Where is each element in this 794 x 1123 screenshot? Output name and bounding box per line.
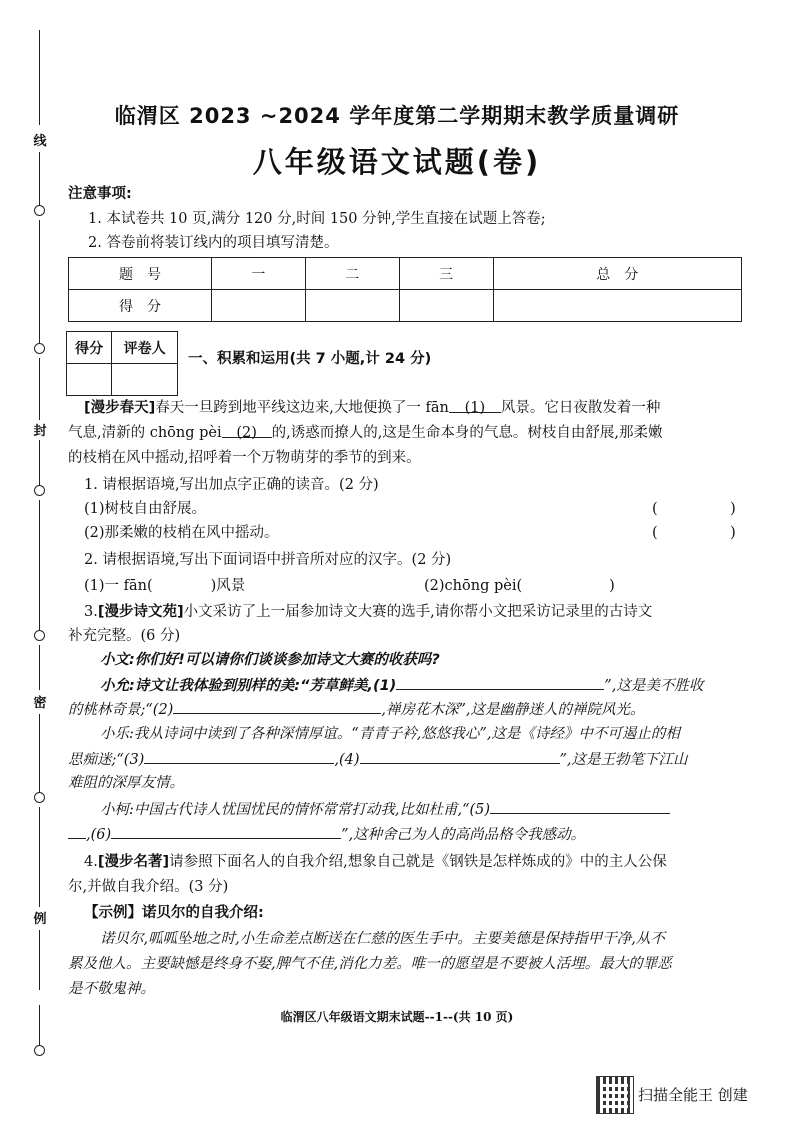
- question-item[interactable]: (1)一 fān( )风景: [84, 578, 246, 594]
- score-input[interactable]: [305, 290, 399, 322]
- dialogue-line: 的桃林奇景;“(2) ,禅房花木深”,这是幽静迷人的禅院风光。: [68, 697, 644, 722]
- binding-hole: [34, 792, 45, 803]
- question-item[interactable]: (2)chōng pèi( ): [424, 578, 615, 594]
- binding-hole: [34, 485, 45, 496]
- binding-hole: [34, 1045, 45, 1056]
- grader-input[interactable]: [112, 364, 178, 396]
- answer-blank[interactable]: [360, 747, 560, 764]
- exam-title: 临渭区 2023 ~2024 学年度第二学期期末教学质量调研: [114, 104, 680, 128]
- example-heading: 【示例】诺贝尔的自我介绍:: [84, 905, 264, 921]
- example-line: 是不敬鬼神。: [68, 981, 155, 997]
- binding-margin: [30, 30, 50, 1070]
- section-title: 一、积累和运用(共 7 小题,计 24 分): [188, 351, 432, 367]
- answer-blank[interactable]: [68, 822, 86, 839]
- binding-hole: [34, 630, 45, 641]
- score-cell: 题 号: [69, 258, 212, 290]
- answer-blank[interactable]: [396, 673, 604, 690]
- dialogue-line: 小文:你们好!可以请你们谈谈参加诗文大赛的收获吗?: [100, 652, 440, 668]
- score-cell: 一: [212, 258, 306, 290]
- grader-cell: 得分: [67, 332, 112, 364]
- score-cell: 得 分: [69, 290, 212, 322]
- notes-item: 1. 本试卷共 10 页,满分 120 分,时间 150 分钟,学生直接在试题上答卷;: [88, 211, 546, 227]
- binding-hole: [34, 205, 45, 216]
- answer-blank[interactable]: [144, 747, 334, 764]
- binding-char: 例: [32, 908, 48, 927]
- passage-line: 气息,清新的 chōng pèi (2) 的,诱惑而撩人的,这是生命本身的气息。树枝自由舒展,那柔嫩: [68, 421, 662, 445]
- answer-blank[interactable]: [111, 822, 341, 839]
- question-item: (2)那柔嫩的枝梢在风中摇动。: [84, 525, 279, 541]
- question-stem: 补充完整。(6 分): [68, 628, 181, 644]
- question-item: (1)树枝自由舒展。: [84, 501, 207, 517]
- question-stem: 1. 请根据语境,写出加点字正确的读音。(2 分): [84, 477, 379, 493]
- passage-line: 的枝梢在风中摇动,招呼着一个万物萌芽的季节的到来。: [68, 450, 421, 466]
- passage-line: [漫步春天]春天一旦跨到地平线这边来,大地便换了一 fān (1) 风景。它日夜散发着一种: [84, 396, 660, 420]
- score-input[interactable]: [493, 290, 741, 322]
- dialogue-line: 小乐:我从诗词中读到了各种深情厚谊。“青青子衿,悠悠我心”,这是《诗经》中不可遏止的相: [100, 726, 680, 742]
- notes-item: 2. 答卷前将装订线内的项目填写清楚。: [88, 235, 339, 251]
- dialogue-line: ,(6) ”,这种舍己为人的高尚品格令我感动。: [68, 822, 585, 847]
- question-stem: 4.[漫步名著]请参照下面名人的自我介绍,想象自己就是《钢铁是怎样炼成的》中的主人公保: [84, 854, 667, 870]
- exam-subtitle: 八年级语文试题(卷): [252, 145, 542, 179]
- dialogue-line: 小允:诗文让我体验到别样的美:“芳草鲜美,(1) ”,这是美不胜收: [100, 673, 703, 698]
- score-cell: 总 分: [493, 258, 741, 290]
- score-cell: 三: [399, 258, 493, 290]
- answer-blank[interactable]: [173, 697, 381, 714]
- example-line: 累及他人。主要缺憾是终身不娶,脾气不佳,消化力差。唯一的愿望是不要被人活埋。最大的罪恶: [68, 956, 672, 972]
- question-stem: 尔,并做自我介绍。(3 分): [68, 879, 229, 895]
- dialogue-line: 小柯:中国古代诗人忧国忧民的情怀常常打动我,比如杜甫,“(5): [100, 797, 670, 822]
- question-stem: 2. 请根据语境,写出下面词语中拼音所对应的汉字。(2 分): [84, 552, 452, 568]
- dialogue-line: 难阻的深厚友情。: [68, 775, 184, 791]
- binding-char: 密: [32, 692, 48, 711]
- score-cell: 二: [305, 258, 399, 290]
- answer-paren[interactable]: ( ): [652, 525, 736, 541]
- dialogue-line: 思痴迷;“(3) ,(4) ”,这是王勃笔下江山: [68, 747, 688, 772]
- scanner-watermark: 扫描全能王 创建: [638, 1086, 748, 1104]
- score-input[interactable]: [399, 290, 493, 322]
- blank-2[interactable]: (2): [222, 421, 272, 438]
- example-line: 诺贝尔,呱呱坠地之时,小生命差点断送在仁慈的医生手中。主要美德是保持指甲干净,从不: [100, 931, 665, 947]
- qr-code-icon: [596, 1076, 634, 1114]
- binding-char: 线: [32, 130, 48, 149]
- binding-hole: [34, 343, 45, 354]
- answer-blank[interactable]: [490, 797, 670, 814]
- blank-1[interactable]: (1): [449, 396, 501, 413]
- answer-paren[interactable]: ( ): [652, 501, 736, 517]
- grader-input[interactable]: [67, 364, 112, 396]
- score-input[interactable]: [212, 290, 306, 322]
- notes-heading: 注意事项:: [68, 186, 132, 202]
- binding-char: 封: [32, 420, 48, 439]
- grader-cell: 评卷人: [112, 332, 178, 364]
- question-stem: 3.[漫步诗文苑]小文采访了上一届参加诗文大赛的选手,请你帮小文把采访记录里的古诗文: [84, 604, 653, 620]
- grader-table: [66, 331, 178, 396]
- score-table: [68, 257, 742, 322]
- page-footer: 临渭区八年级语文期末试题--1--(共 10 页): [280, 1010, 514, 1024]
